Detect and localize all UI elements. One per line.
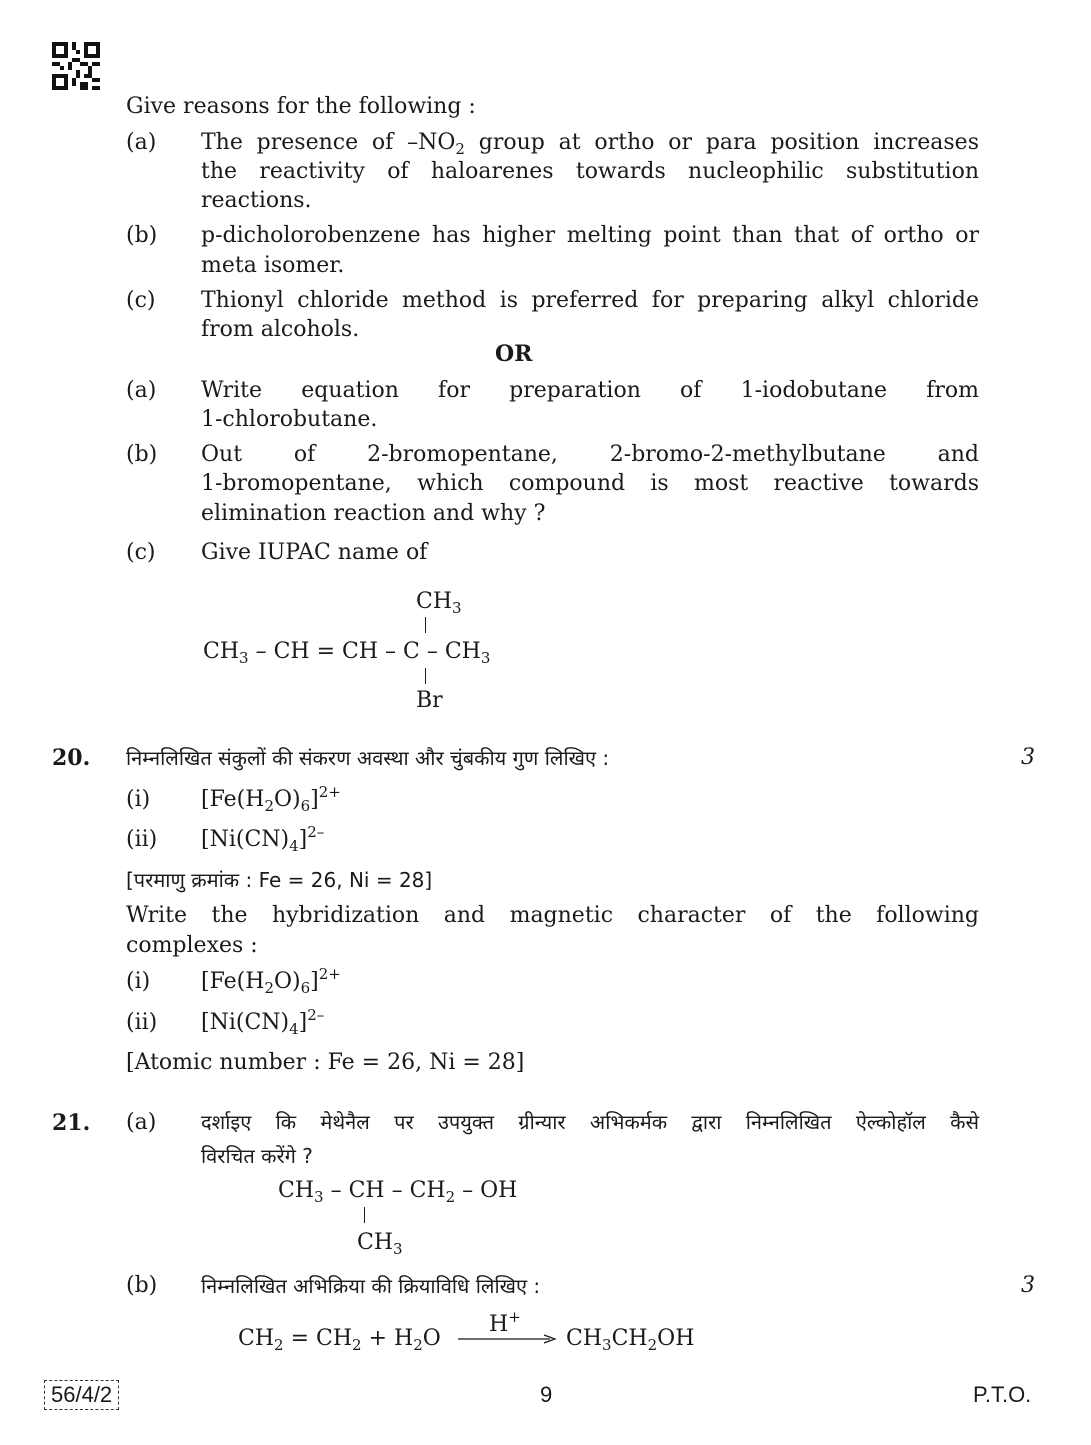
q19-alt-c-text: Give IUPAC name of (201, 540, 428, 565)
structure-main-chain: $CH_3$ – CH = CH – C – $CH_3$ (203, 639, 491, 667)
q19-a-label: (a) (126, 130, 157, 155)
q20-hindi-atomic: [परमाणु क्रमांक : Fe = 26, Ni = 28] (126, 868, 433, 892)
q21-a-hindi-line1: दर्शाइए कि मेथेनैल पर उपयुक्त ग्रीन्यार अभिकर्मक द्वारा निम्नलिखित ऐल्कोहॉल कैसे (201, 1110, 979, 1134)
q21-equation-rhs: $CH_3CH_2OH$ (566, 1326, 695, 1354)
q21-structure-chain: $CH_3$ – CH – $CH_2$ – OH (278, 1178, 518, 1206)
q20-number: 20. (52, 745, 91, 771)
q20-eng-line2: complexes : (126, 933, 258, 958)
q21-b-label: (b) (126, 1273, 158, 1298)
q20-hindi-text: निम्नलिखित संकुलों की संकरण अवस्था और चुंबकीय गुण लिखिए : (126, 746, 610, 770)
reaction-arrow-icon (458, 1333, 558, 1345)
q21-b-hindi: निम्नलिखित अभिक्रिया की क्रियाविधि लिखिए : (201, 1274, 541, 1298)
q20-eng-ii-label: (ii) (126, 1010, 158, 1035)
structure-bromine: Br (416, 688, 443, 713)
q20-eng-i-label: (i) (126, 969, 151, 994)
q19-alt-a-line1: Write equation for preparation of 1-iodobutane from (201, 378, 979, 403)
q19-c-line1: Thionyl chloride method is preferred for preparing alkyl chloride (201, 288, 979, 313)
q20-marks: 3 (1021, 745, 1035, 770)
pto-label: P.T.O. (973, 1382, 1032, 1407)
q19-b-line2: meta isomer. (201, 253, 345, 278)
q19-c-line2: from alcohols. (201, 317, 360, 342)
q21-equation-lhs: $CH_2 = CH_2 + H_2O$ (238, 1326, 441, 1354)
or-separator: OR (495, 341, 533, 367)
paper-code: 56/4/2 (44, 1380, 119, 1410)
q20-eng-complex1: $[Fe(H_2O)_6]^{2+}$ (201, 965, 341, 997)
q20-hindi-ii-label: (ii) (126, 827, 158, 852)
q19-a-line1: The presence of $-NO_2$ group at ortho or para position increases (201, 130, 979, 158)
structure-bond-bottom (425, 668, 426, 684)
q20-eng-line1: Write the hybridization and magnetic character of the following (126, 903, 979, 928)
structure-bond-top (425, 617, 426, 633)
q19-a-line2: the reactivity of haloarenes towards nucleophilic substitution (201, 159, 979, 184)
qr-code-icon (52, 42, 100, 90)
q19-alt-a-label: (a) (126, 378, 157, 403)
q19-a-line3: reactions. (201, 188, 312, 213)
q20-eng-complex2: $[Ni(CN)_4]^{2-}$ (201, 1006, 325, 1038)
q20-hindi-complex2: $[Ni(CN)_4]^{2-}$ (201, 823, 325, 855)
q19-alt-b-line3: elimination reaction and why ? (201, 501, 546, 526)
q19-alt-b-label: (b) (126, 442, 158, 467)
page-number: 9 (540, 1382, 553, 1407)
q19-alt-c-label: (c) (126, 540, 156, 565)
q19-alt-a-line2: 1-chlorobutane. (201, 407, 378, 432)
q21-a-hindi-line2: विरचित करेंगे ? (201, 1144, 313, 1168)
q19-b-line1: p-dicholorobenzene has higher melting point than that of ortho or (201, 223, 979, 248)
q20-hindi-i-label: (i) (126, 787, 151, 812)
q21-equation-catalyst: H+ (489, 1308, 521, 1337)
q20-hindi-complex1: $[Fe(H_2O)_6]^{2+}$ (201, 783, 341, 815)
q21-structure-bond (364, 1207, 365, 1223)
q21-a-label: (a) (126, 1110, 157, 1135)
q19-alt-b-line2: 1-bromopentane, which compound is most reactive towards (201, 471, 979, 496)
q21-number: 21. (52, 1110, 91, 1136)
q19-b-label: (b) (126, 223, 158, 248)
q19-c-label: (c) (126, 288, 156, 313)
q20-eng-atomic: [Atomic number : Fe = 26, Ni = 28] (126, 1050, 525, 1075)
instruction-text: Give reasons for the following : (126, 94, 476, 119)
q21-structure-methyl: $CH_3$ (357, 1230, 403, 1258)
q19-alt-b-line1: Out of 2-bromopentane, 2-bromo-2-methylbutane and (201, 442, 979, 467)
q21-marks: 3 (1021, 1273, 1035, 1298)
structure-top-methyl: $CH_3$ (416, 589, 462, 617)
